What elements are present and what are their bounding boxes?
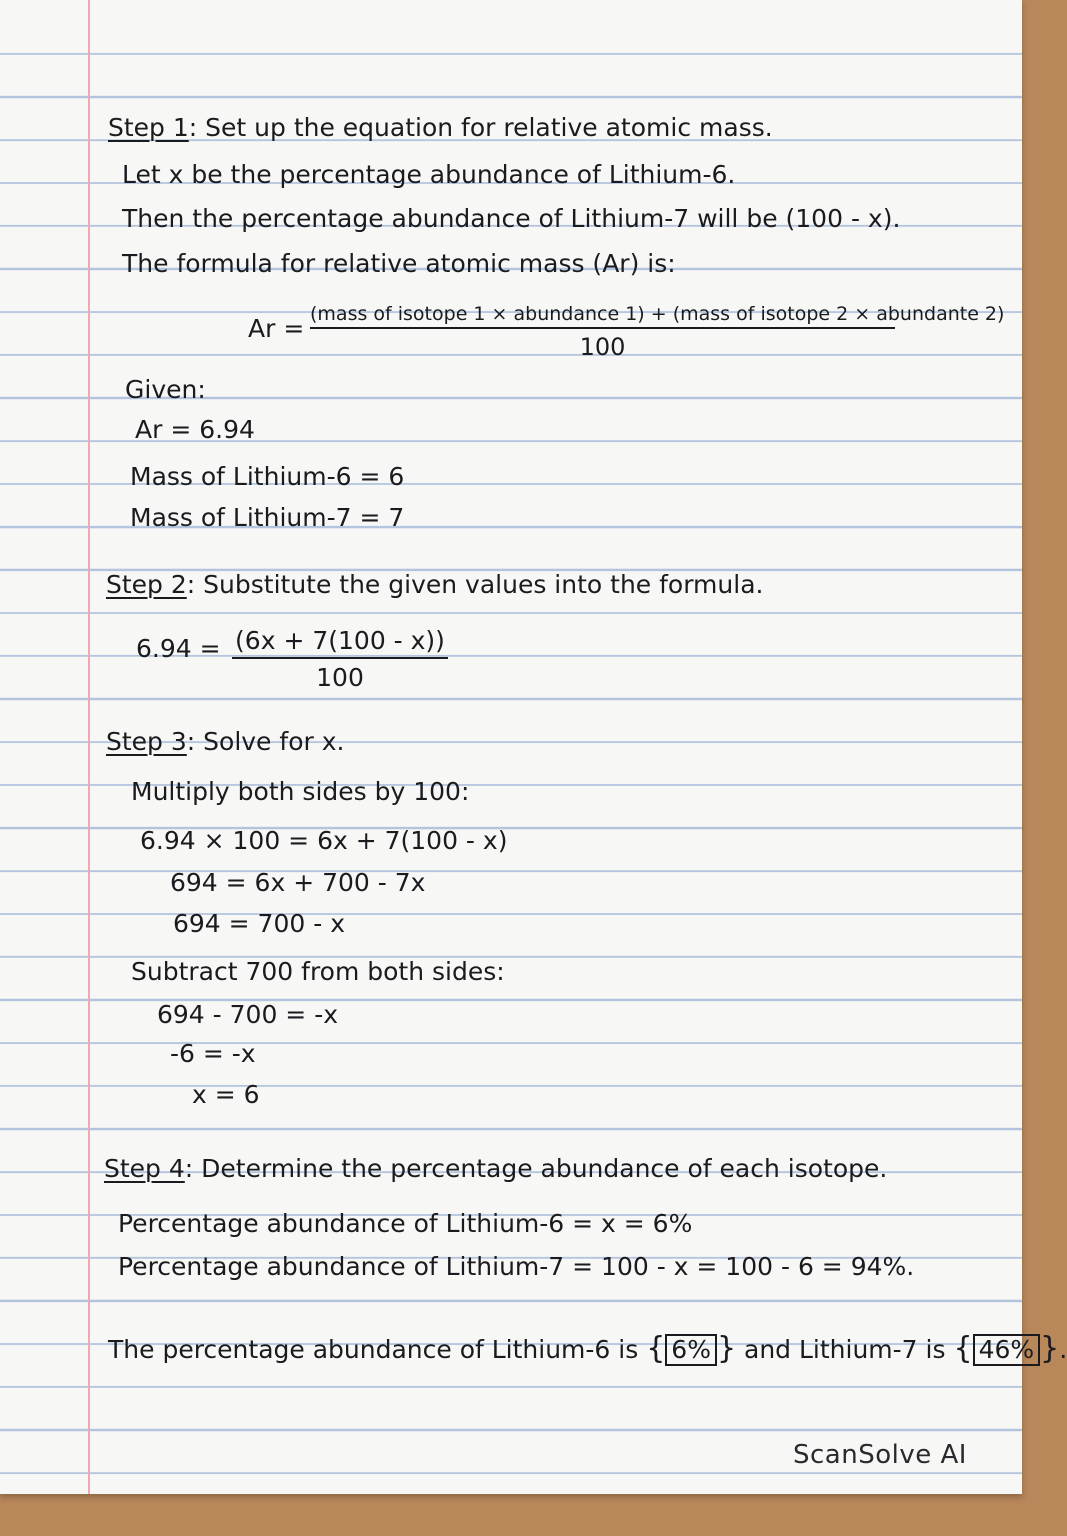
conclusion-part2: and Lithium-7 is (744, 1335, 946, 1364)
formula-denominator: 100 (579, 333, 626, 361)
step1-heading-line: Step 1: Set up the equation for relative atomic mass. (108, 113, 773, 142)
brace-right-1: } (716, 1331, 737, 1366)
step2-heading-line: Step 2: Substitute the given values into the formula. (106, 570, 764, 599)
step2-bar (232, 657, 448, 659)
step3-eq3: 694 = 700 - x (173, 909, 345, 938)
step3-eq2: 694 = 6x + 700 - 7x (170, 868, 426, 897)
given-mass-li6: Mass of Lithium-6 = 6 (130, 462, 405, 491)
step2-fraction (232, 626, 448, 692)
step3-heading: Solve for x. (203, 727, 345, 756)
given-mass-li7: Mass of Lithium-7 = 7 (130, 503, 405, 532)
step4-heading: Determine the percentage abundance of each isotope. (201, 1154, 888, 1183)
conclusion-end: . (1059, 1335, 1067, 1364)
brace-left-1: { (646, 1331, 666, 1366)
formula-numerator: (mass of isotope 1 × abundance 1) + (mass of isotope 2 × abundante 2) (310, 303, 1005, 325)
step3-eq5: -6 = -x (170, 1039, 256, 1068)
step3-eq4: 694 - 700 = -x (157, 1000, 339, 1029)
step1-line1: Let x be the percentage abundance of Lithium-6. (122, 160, 736, 189)
margin-line (88, 0, 90, 1494)
conclusion-part1: The percentage abundance of Lithium-6 is (108, 1335, 639, 1364)
step2-heading: Substitute the given values into the formula. (203, 570, 764, 599)
step4-heading-line: Step 4: Determine the percentage abundance of each isotope. (104, 1154, 888, 1183)
watermark-scansolve: ScanSolve AI (793, 1440, 967, 1470)
answer-li7-box: 46% (973, 1334, 1041, 1366)
step4-li7: Percentage abundance of Lithium-7 = 100 - x = 100 - 6 = 94%. (118, 1252, 915, 1281)
step3-label: Step 3 (106, 727, 187, 756)
step1-heading: Set up the equation for relative atomic mass. (205, 113, 773, 142)
step3-heading-line: Step 3: Solve for x. (106, 727, 345, 756)
step3-subtract-label: Subtract 700 from both sides: (131, 957, 505, 986)
step3-multiply-label: Multiply both sides by 100: (131, 777, 470, 806)
step3-eq1: 6.94 × 100 = 6x + 7(100 - x) (140, 826, 508, 855)
given-ar: Ar = 6.94 (135, 415, 255, 444)
step1-line2: Then the percentage abundance of Lithium-7 will be (100 - x). (122, 204, 901, 233)
answer-li6-box: 6% (665, 1334, 717, 1366)
step4-label: Step 4 (104, 1154, 185, 1183)
step1-line3: The formula for relative atomic mass (Ar) is: (122, 249, 676, 278)
brace-left-2: { (953, 1331, 973, 1366)
step3-eq6: x = 6 (192, 1080, 260, 1109)
conclusion-line (108, 1331, 1067, 1366)
step4-li6: Percentage abundance of Lithium-6 = x = 6% (118, 1209, 693, 1238)
step2-label: Step 2 (106, 570, 187, 599)
given-label: Given: (125, 375, 206, 404)
formula-lhs: Ar = (248, 314, 305, 343)
step2-lhs: 6.94 = (136, 634, 221, 663)
formula-bar (310, 327, 895, 329)
step2-denominator: 100 (316, 663, 364, 692)
step2-numerator: (6x + 7(100 - x)) (235, 626, 445, 655)
brace-right-2: } (1040, 1331, 1060, 1366)
formula-fraction (310, 303, 1005, 361)
step1-label: Step 1 (108, 113, 189, 142)
